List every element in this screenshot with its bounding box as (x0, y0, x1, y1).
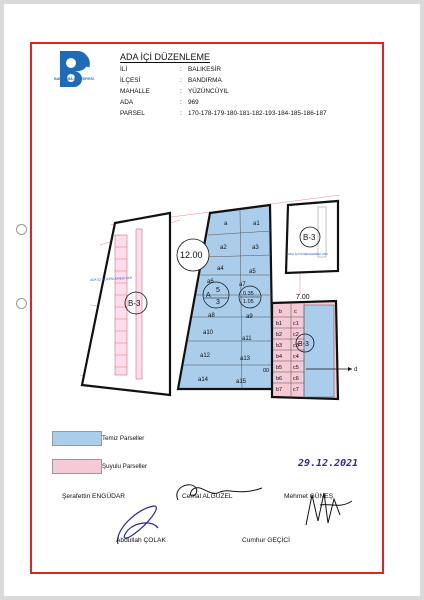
signatory-name: Cemal ALGÜZEL (182, 493, 233, 500)
arrow-label: d (354, 367, 358, 373)
parcel-label: a5 (249, 269, 256, 275)
parcel-label: c6 (293, 376, 299, 382)
parcel-label: a14 (198, 377, 209, 383)
parcel-label: a10 (203, 330, 214, 336)
parcel-label: c7 (293, 387, 299, 393)
road-width-right: 7.00 (296, 294, 310, 301)
parcel-label: a12 (200, 353, 211, 359)
center-3: 3 (216, 299, 220, 306)
road-note-right: ADA İÇİ DÜZENLEMESİ VAR (288, 252, 328, 256)
parcel-label: c1 (293, 321, 299, 327)
parcel-label: a13 (240, 356, 251, 362)
zone-label: B-3 (128, 299, 141, 308)
road-note-left: ADA İÇİ DÜZENLEMESİ VAR (89, 275, 133, 282)
logo-caption: BANDIRMA BELEDİYESİ (54, 77, 94, 81)
parcel-label: b4 (276, 354, 283, 360)
parcel-label: b3 (276, 343, 283, 349)
parcel-label: b (279, 309, 283, 315)
parcel-label: a3 (252, 245, 259, 251)
parcel-label: b2 (276, 332, 283, 338)
legend-swatch-share (52, 459, 102, 474)
parcel-label: a2 (220, 245, 227, 251)
parcel-label: a11 (242, 336, 252, 342)
legend-label-clean: Temiz Parseller (102, 435, 145, 442)
ratio-top: 0.35 (243, 291, 254, 297)
parcel-label: b5 (276, 365, 283, 371)
parcel-label: a9 (246, 314, 253, 320)
parcel-label: a7 (239, 282, 246, 288)
parcel-label: c3 (293, 343, 299, 349)
zone-label: B-3 (303, 233, 316, 242)
parcel-label: c4 (293, 354, 299, 360)
parcel-label: b6 (276, 376, 283, 382)
parcel-map (60, 185, 360, 415)
parcel-label: c5 (293, 365, 299, 371)
punch-hole (16, 224, 27, 235)
municipality-logo (50, 47, 98, 95)
punch-hole (16, 298, 27, 309)
legend-swatch-clean (52, 431, 102, 446)
parcel-label: a4 (217, 266, 224, 272)
signatory-name: Şerafettin ENGÜDAR (62, 493, 126, 500)
signatory-name: Cumhur GEÇİCİ (242, 537, 290, 544)
upper-right-strip (318, 207, 326, 257)
parcel-label: a8 (208, 313, 215, 319)
signatory-name: Abdullah ÇOLAK (116, 537, 166, 544)
center-5: 5 (216, 287, 220, 294)
parcel-label: a1 (253, 221, 260, 227)
road-width-label: 12.00 (180, 250, 203, 260)
parcel-label: b7 (276, 387, 283, 393)
handwritten-date: 29.12.2021 (298, 458, 359, 469)
small-label: 00 (263, 368, 270, 374)
parcel-label: a15 (236, 379, 247, 385)
parcel-label: c2 (293, 332, 299, 338)
legend-label-share: Şuyulu Parseller (102, 463, 148, 470)
zone-label: B-3 (298, 341, 309, 348)
center-a: A (206, 292, 211, 299)
page-title: ADA İÇİ DÜZENLEME (120, 52, 211, 62)
signatory-name: Mehmet GÜNEŞ (284, 493, 334, 500)
parcel-label: a6 (207, 279, 214, 285)
parcel-label: a (224, 221, 228, 227)
parcel-label: c (294, 309, 297, 315)
parcel-label: b1 (276, 321, 283, 327)
ratio-bottom: 1.05 (243, 299, 254, 305)
arrow-head (348, 367, 352, 371)
